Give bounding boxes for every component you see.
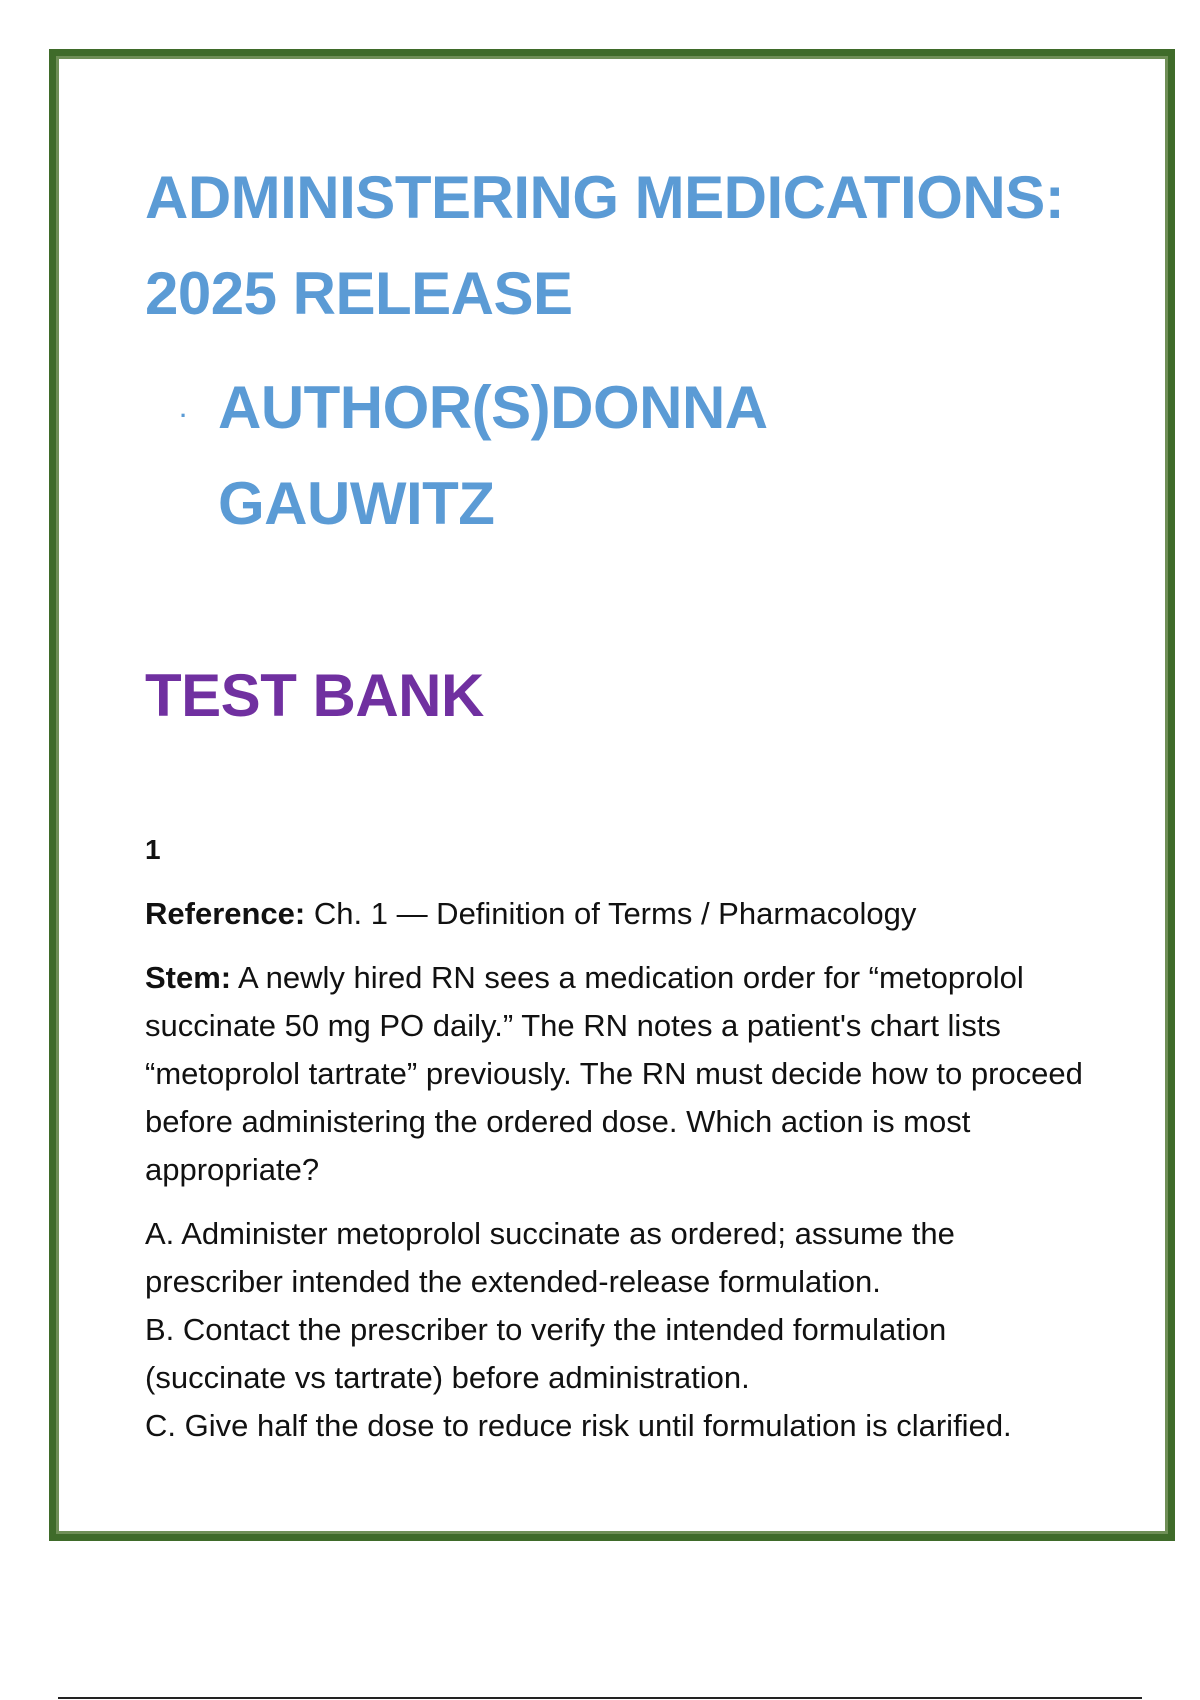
question-body <box>145 890 1095 1450</box>
question-reference <box>145 890 1095 938</box>
author-row <box>180 360 880 552</box>
author-line: AUTHOR(S)DONNA GAUWITZ <box>218 374 766 537</box>
bottom-divider <box>58 1697 1142 1699</box>
title-block <box>145 150 1095 342</box>
answer-option-a: A. Administer metoprolol succinate as ordered; assume the prescriber intended the extended-release formulation. <box>145 1216 955 1299</box>
stem-label: Stem: <box>145 960 232 995</box>
answer-option-b: B. Contact the prescriber to verify the intended formulation (succinate vs tartrate) before administration. <box>145 1312 947 1395</box>
section-heading: TEST BANK <box>145 662 484 729</box>
reference-text: Ch. 1 — Definition of Terms / Pharmacology <box>305 896 917 931</box>
document-title: ADMINISTERING MEDICATIONS: 2025 RELEASE <box>145 164 1065 327</box>
answer-option-c: C. Give half the dose to reduce risk until formulation is clarified. <box>145 1408 1012 1443</box>
question-stem <box>145 954 1095 1194</box>
question-number: 1 <box>145 834 161 865</box>
reference-label: Reference: <box>145 896 306 931</box>
bullet-icon: · <box>180 403 188 428</box>
stem-text: A newly hired RN sees a medication order for “metoprolol succinate 50 mg PO daily.” The RN notes a patient's chart lists “metoprolol tartrate” previously. The RN must decide how to proceed before administering the ordered dose. Which action is most appropriate? <box>145 960 1083 1187</box>
